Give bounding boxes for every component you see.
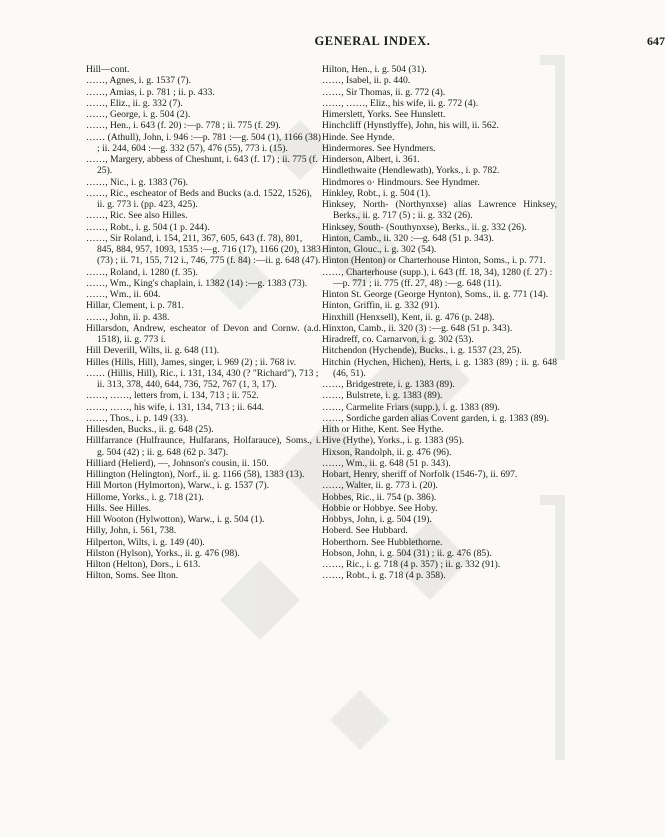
index-entry: Hinton, Griffin, ii. g. 332 (91).: [322, 300, 440, 312]
index-entry: ……, Wm., King's chaplain, i. 1382 (14) :—g. 1383 (73).: [86, 277, 308, 289]
index-entry: ……, Nic., i. g. 1383 (76).: [86, 176, 189, 188]
index-entry: ……, Ric. See also Hilles.: [86, 210, 188, 222]
index-entry: Hinksey, North- (Northynxse) alias Lawrence Hinksey, Berks., ii. g. 717 (5) ; ii. g. 332 (26).: [322, 199, 557, 222]
index-entry: ……, Carmelite Friars (supp.), i. g. 1383 (89).: [322, 401, 500, 413]
index-entry: ……, Ric., escheator of Beds and Bucks (a.d. 1522, 1526), ii. g. 773 i. (pp. 423, 425).: [86, 187, 312, 210]
index-entry: Hinchcliff (Hynstlyffe), John, his will, ii. 562.: [322, 120, 499, 132]
index-entry: …… (Hillis, Hill), Ric., i. 131, 134, 430 (? "Richard"), 713 ; ii. 313, 378, 440, 644, 736, 752, 767 (1, 3, 17).: [86, 367, 319, 390]
index-entry: Hilles (Hills, Hill), James, singer, i. 969 (2) ; ii. 768 iv.: [86, 356, 297, 368]
index-entry: ……, Margery, abbess of Cheshunt, i. 643 (f. 17) ; ii. 775 (f. 25).: [86, 154, 318, 177]
index-entry: Hill Morton (Hylmorton), Warw., i. g. 1537 (7).: [86, 480, 270, 492]
index-entry: Hillington (Helington), Norf., ii. g. 1166 (58), 1383 (13).: [86, 469, 305, 480]
page-header: [80, 34, 665, 54]
index-entry: Hillome, Yorks., i. g. 718 (21).: [86, 491, 204, 503]
index-entry: Hinxhill (Henxsell), Kent, ii. g. 476 (p. 248).: [322, 311, 495, 323]
index-entry: ……, ……, letters from, i. 134, 713 ; ii. 752.: [86, 390, 259, 402]
index-entry: ……, Hen., i. 643 (f. 20) :—p. 778 ; ii. 775 (f. 29).: [86, 120, 281, 132]
index-entry: Hinton (Henton) or Charterhouse Hinton, Soms., i. p. 771.: [322, 255, 546, 267]
index-entry: Hobbes, Ric., ii. 754 (p. 386).: [322, 491, 437, 503]
index-entry: Hinxton, Camb., ii. 320 (3) :—g. 648 (51 p. 343).: [322, 322, 513, 334]
index-entry: ……, Eliz., ii. g. 332 (7).: [86, 97, 183, 109]
index-entry: ……, Amias, i. p. 781 ; ii. p. 433.: [86, 86, 215, 98]
index-entry: ……, George, i. g. 504 (2).: [86, 109, 191, 120]
index-entry: Hindlethwaite (Hendlewath), Yorks., i. p. 782.: [322, 165, 500, 177]
index-entry: ……, Sir Roland, i. 154, 211, 367, 605, 643 (f. 78), 801, 845, 884, 957, 1093, 1535 :—g. 716 (17), 1166 (20), 1383 (73) ; ii. 71, 155, 712 i., 746, 775 (f. 84) :—ii. g. 648 (47).: [86, 232, 321, 267]
index-entry: ……, Robt., i. g. 718 (4 p. 358).: [322, 570, 446, 582]
index-entry: Hillar, Clement, i. p. 781.: [86, 300, 184, 312]
index-entry: Hillfarrance (Hulfraunce, Hulfarans, Holfarauce), Soms., i. g. 504 (42) ; ii. g. 648 (62 p. 347).: [86, 435, 321, 458]
index-entry: Hiradreff, co. Carnarvon, i. g. 302 (53).: [322, 334, 474, 345]
index-entry: …… (Athull), John, i. 946 :—p. 781 :—g. 504 (1), 1166 (38) ; ii. 244, 604 :—g. 332 (57), 476 (55), 773 i. (15).: [86, 131, 321, 154]
index-entry: ……, Ric., i. g. 718 (4 p. 357) ; ii. g. 332 (91).: [322, 559, 501, 570]
index-entry: ……, John, ii. p. 438.: [86, 311, 170, 323]
index-entry: ……, Bridgestrete, i. g. 1383 (89).: [322, 379, 455, 390]
index-entry: Hill Wooton (Hylwotton), Warw., i. g. 504 (1).: [86, 514, 265, 525]
index-entry: ……, Bulstrete, i. g. 1383 (89).: [322, 390, 443, 402]
index-entry: Hindermores. See Hyndmers.: [322, 142, 436, 154]
index-entry: Hilton, Hen., i. g. 504 (31).: [322, 64, 427, 75]
index-entry: ……, Isabel, ii. p. 440.: [322, 75, 411, 87]
index-entry: Hill Deverill, Wilts, ii. g. 648 (11).: [86, 345, 220, 357]
index-column-right: [322, 64, 557, 582]
index-entry: Hilliard (Helierd), —, Johnson's cousin, ii. 150.: [86, 457, 269, 469]
index-entry: Hinde. See Hynde.: [322, 131, 395, 143]
index-entry: Himerslett, Yorks. See Hunslett.: [322, 109, 446, 120]
index-entry: Hills. See Hilles.: [86, 502, 152, 514]
index-entry: Hoberthorn. See Hubblethorne.: [322, 536, 443, 548]
index-entry: Hobbys, John, i. g. 504 (19).: [322, 514, 432, 525]
index-entry: Hinkley, Robt., i. g. 504 (1).: [322, 187, 431, 199]
index-entry: Hoberd. See Hubbard.: [322, 525, 408, 537]
page-number: 647: [647, 34, 665, 48]
index-entry: ……, Sir Thomas, ii. g. 772 (4).: [322, 86, 446, 98]
index-entry: ……, ……, his wife, i. 131, 134, 713 ; ii. 644.: [86, 401, 265, 413]
index-entry: Hitchendon (Hychende), Bucks., i. g. 1537 (23, 25).: [322, 345, 522, 357]
index-entry: Hobbie or Hobbye. See Hoby.: [322, 502, 438, 514]
index-entry: ……, Agnes, i. g. 1537 (7).: [86, 75, 191, 87]
index-entry: Hobson, John, i. g. 504 (31) ; ii. g. 476 (85).: [322, 547, 492, 559]
index-entry: Hilton (Helton), Dors., i. 613.: [86, 559, 201, 570]
index-entry: ……, Walter, ii. g. 773 i. (20).: [322, 480, 438, 492]
index-column-left: [86, 64, 321, 582]
index-entry: Hinksey, South- (Southynxse), Berks., ii. g. 332 (26).: [322, 221, 527, 233]
index-entry: Hinton, Camb., ii. 320 :—g. 648 (51 p. 343).: [322, 232, 494, 244]
index-entry: ……, Wm., ii. g. 648 (51 p. 343).: [322, 457, 451, 469]
index-entry: ……, Robt., i. g. 504 (1 p. 244).: [86, 221, 210, 233]
index-entry: Hilton, Soms. See Ilton.: [86, 570, 179, 582]
index-entry: Hillarsdon, Andrew, escheator of Devon and Cornw. (a.d. 1518), ii. g. 773 i.: [86, 322, 321, 345]
index-entry: Hindmores o· Hindmours. See Hyndmer.: [322, 176, 480, 188]
index-entry: Hilly, John, i. 561, 738.: [86, 525, 177, 537]
index-entry: Hinton St. George (George Hynton), Soms., ii. g. 771 (14).: [322, 289, 549, 300]
index-entry: Hinton, Glouc., i. g. 302 (54).: [322, 244, 437, 255]
index-entry: Hobart, Henry, sheriff of Norfolk (1546-7), ii. 697.: [322, 469, 518, 480]
index-entry: Hilperton, Wilts, i. g. 149 (40).: [86, 536, 205, 548]
index-entry: ……, Roland, i. 1280 (f. 35).: [86, 266, 198, 278]
index-entry: ……, Sordiche garden alias Covent garden, i. g. 1383 (89).: [322, 412, 549, 424]
index-entry: Hith or Hithe, Kent. See Hythe.: [322, 424, 444, 435]
page-title: GENERAL INDEX.: [314, 34, 431, 48]
index-entry: ……, Wm., ii. 604.: [86, 289, 161, 300]
index-entry: Hixson, Randolph, ii. g. 476 (96).: [322, 446, 452, 458]
index-entry: Hill—cont.: [86, 64, 130, 75]
index-entry: ……, Charterhouse (supp.), i. 643 (ff. 18, 34), 1280 (f. 27) :—p. 771 ; ii. 775 (ff. 27, 48) :—g. 648 (11).: [322, 266, 553, 289]
index-entry: Hitchin (Hychen, Hichen), Herts, i. g. 1383 (89) ; ii. g. 648 (46, 51).: [322, 356, 557, 379]
index-entry: Hillesden, Bucks., ii. g. 648 (25).: [86, 424, 214, 435]
index-entry: Hive (Hythe), Yorks., i. g. 1383 (95).: [322, 435, 465, 447]
index-entry: ……, Thos., i. p. 149 (33).: [86, 412, 189, 424]
index-entry: ……, ……, Eliz., his wife, ii. g. 772 (4).: [322, 97, 479, 109]
index-entry: Hilston (Hylson), Yorks., ii. g. 476 (98).: [86, 547, 240, 559]
index-entry: Hinderson, Albert, i. 361.: [322, 154, 420, 165]
